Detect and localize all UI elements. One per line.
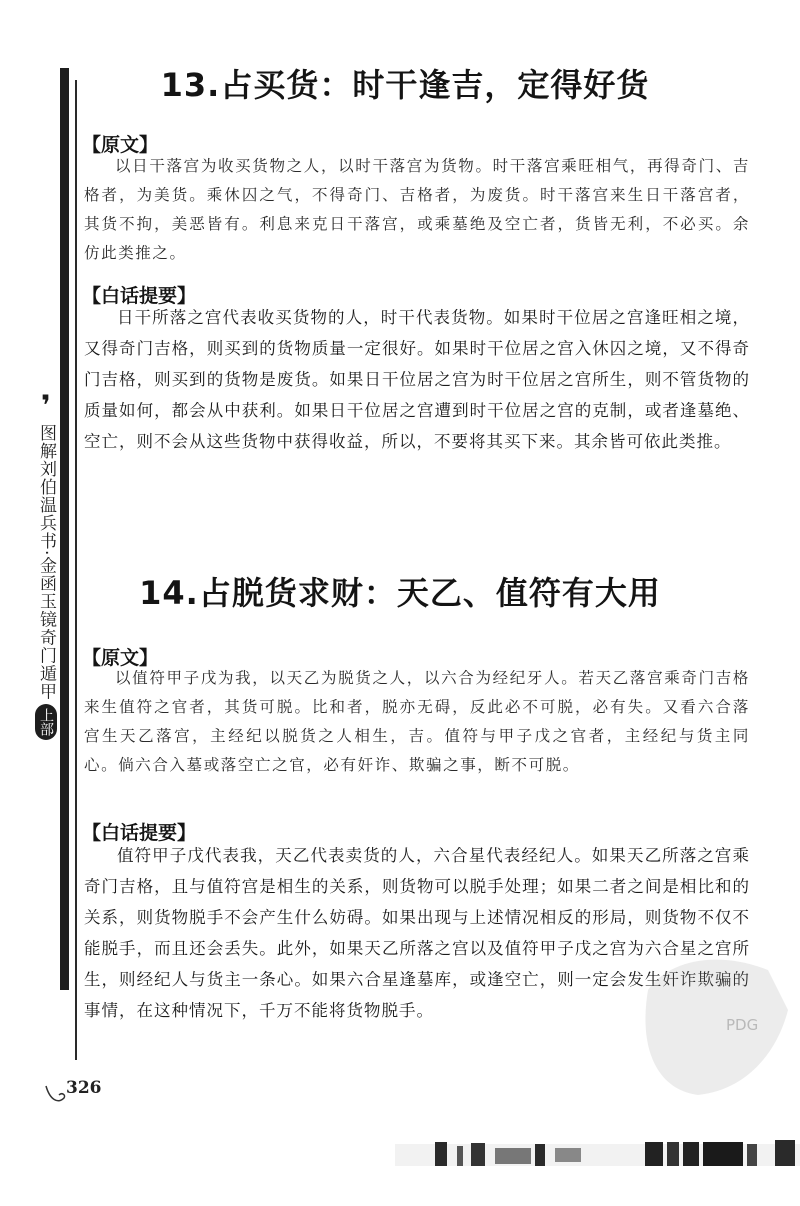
watermark-text: PDG xyxy=(726,1016,759,1034)
section-14-plain-text: 值符甲子戊代表我，天乙代表卖货的人，六合星代表经纪人。如果天乙所落之宫乘奇门吉格，且与值符宫是相生的关系，则货物可以脱手处理；如果二者之间是相比和的关系，则货物脱手不会产生什么妨碍。如果出现与上述情况相反的形局，则货物不仅不能脱手，而且还会丢失。此外，如果天乙所落之宫以及值符甲子戊之宫为六合星之宫所生，则经纪人与货主一条心。如果六合星逢墓库，或逢空亡，则一定会发生奸诈欺骗的事情，在这种情况下，千万不能将货物脱手。 xyxy=(84,846,750,1020)
section-13-plain-text: 日干所落之宫代表收买货物的人，时干代表货物。如果时干位居之宫逢旺相之境，又得奇门吉格，则买到的货物质量一定很好。如果时干位居之宫入休囚之境，又不得奇门吉格，则买到的货物是废货。如果日干位居之宫为时干位居之宫所生，则不管货物的质量如何，都会从中获利。如果日干位居之宫遭到时干位居之宫的克制，或者逢墓绝、空亡，则不会从这些货物中获得收益，所以，不要将其买下来。其余皆可依此类推。 xyxy=(84,308,750,451)
section-14-original-text: 以值符甲子戊为我，以天乙为脱货之人，以六合为经纪牙人。若天乙落宫乘奇门吉格来生值符之官者，其货可脱。比和者，脱亦无碍，反此必不可脱，必有失。又看六合落宫生天乙落宫，主经纪以脱货之人相生，吉。值符与甲子戊之官者，主经纪与货主同心。倘六合入墓或落空亡之官，必有奸诈、欺骗之事，断不可脱。 xyxy=(84,669,750,774)
watermark-seal-icon xyxy=(628,950,796,1100)
spine-bar xyxy=(60,68,69,990)
page-number: 326 xyxy=(66,1078,102,1098)
section-13-title: 13.占买货：时干逢吉，定得好货 xyxy=(160,66,650,104)
section-13-original-text: 以日干落宫为收买货物之人，以时干落宫为货物。时干落宫乘旺相气，再得奇门、吉格者，为美货。乘休囚之气，不得奇门、吉格者，为废货。时干落宫来生日干落宫者，其货不拘，美恶皆有。利息来克日干落宫，或乘墓绝及空亡者，货皆无利，不必买。余仿此类推之。 xyxy=(84,157,750,262)
page-curl-icon xyxy=(44,1082,68,1106)
volume-badge: 上部 xyxy=(35,704,57,740)
section-14-original-label: 【原文】 xyxy=(82,647,159,669)
series-sidebar xyxy=(35,389,57,740)
scan-edge-artifact xyxy=(395,1138,800,1168)
section-14-title: 14.占脱货求财：天乙、值符有大用 xyxy=(139,574,661,612)
section-13-original-label: 【原文】 xyxy=(82,134,159,156)
section-13-plain-label: 【白话提要】 xyxy=(82,285,197,307)
series-mark-icon: ❜ xyxy=(41,389,51,422)
series-title: 图解刘伯温兵书·金函玉镜奇门遁甲 xyxy=(36,424,56,701)
section-14-plain-label: 【白话提要】 xyxy=(82,822,197,844)
